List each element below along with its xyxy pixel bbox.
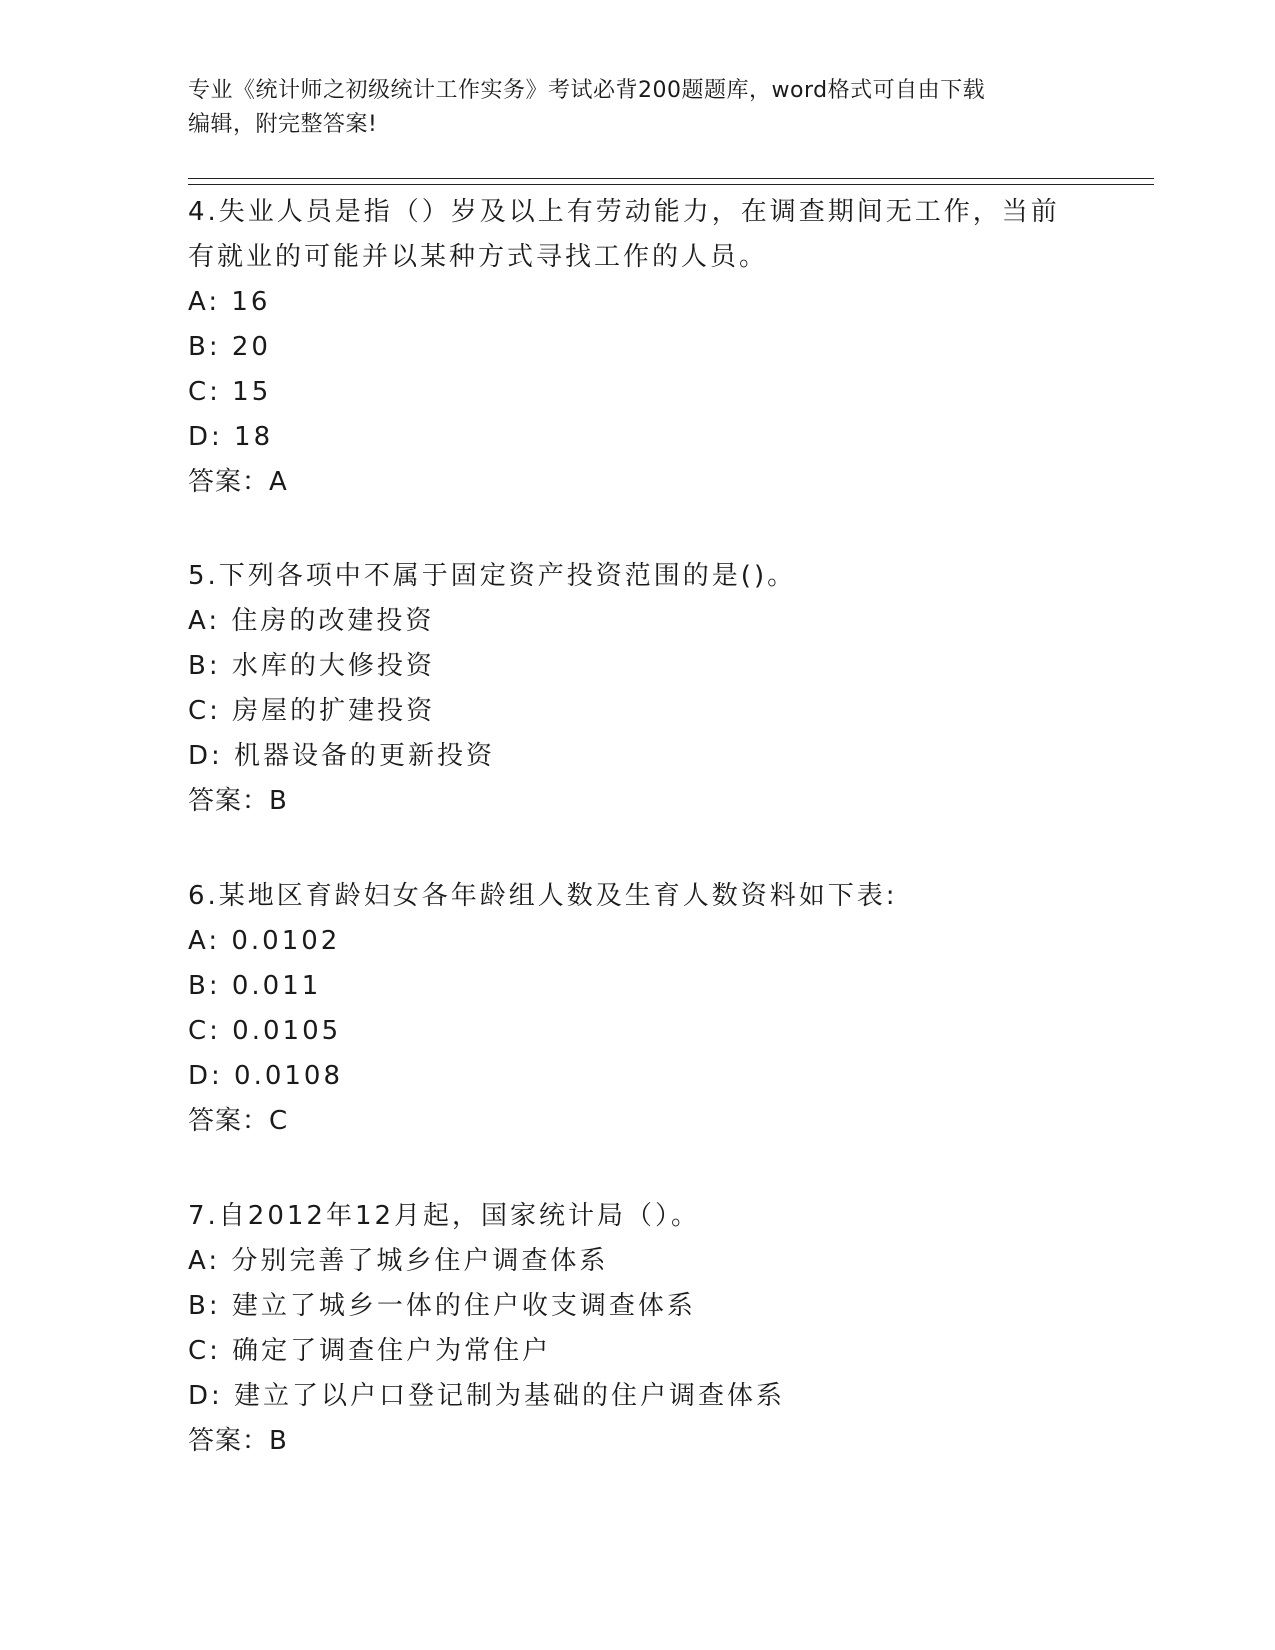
answer: 答案：B	[188, 786, 288, 816]
option-c: C: 确定了调查住户为常住户	[188, 1336, 552, 1366]
option-a: A: 0.0102	[188, 926, 341, 956]
option-c: C: 房屋的扩建投资	[188, 696, 436, 726]
option-d: D: 建立了以户口登记制为基础的住户调查体系	[188, 1381, 786, 1411]
question-7	[188, 1194, 1088, 1464]
question-4	[188, 190, 1088, 505]
question-stem-line: 5.下列各项中不属于固定资产投资范围的是()。	[188, 561, 797, 591]
question-stem-line: 4.失业人员是指（）岁及以上有劳动能力，在调查期间无工作，当前	[188, 197, 1060, 227]
option-d: D: 18	[188, 422, 274, 452]
header-line-2: 编辑，附完整答案!	[188, 112, 378, 137]
question-stem-line: 有就业的可能并以某种方式寻找工作的人员。	[188, 242, 769, 272]
question-5	[188, 554, 1088, 824]
option-d: D: 0.0108	[188, 1061, 344, 1091]
question-6	[188, 874, 1088, 1144]
header-divider-bottom	[188, 184, 1154, 185]
answer: 答案：B	[188, 1426, 288, 1456]
option-c: C: 0.0105	[188, 1016, 342, 1046]
header-line-1: 专业《统计师之初级统计工作实务》考试必背200题题库，word格式可自由下载	[188, 78, 986, 103]
question-stem-line: 7.自2012年12月起，国家统计局（）。	[188, 1201, 701, 1231]
option-b: B: 水库的大修投资	[188, 651, 435, 681]
option-b: B: 建立了城乡一体的住户收支调查体系	[188, 1291, 696, 1321]
answer: 答案：C	[188, 1106, 289, 1136]
answer: 答案：A	[188, 467, 288, 497]
option-b: B: 20	[188, 332, 271, 362]
document-header	[188, 74, 1088, 142]
option-a: A: 分别完善了城乡住户调查体系	[188, 1246, 609, 1276]
option-a: A: 16	[188, 287, 271, 317]
option-a: A: 住房的改建投资	[188, 606, 435, 636]
question-stem-line: 6.某地区育龄妇女各年龄组人数及生育人数资料如下表:	[188, 881, 898, 911]
option-c: C: 15	[188, 377, 272, 407]
header-divider-top	[188, 178, 1154, 179]
option-b: B: 0.011	[188, 971, 322, 1001]
option-d: D: 机器设备的更新投资	[188, 741, 496, 771]
